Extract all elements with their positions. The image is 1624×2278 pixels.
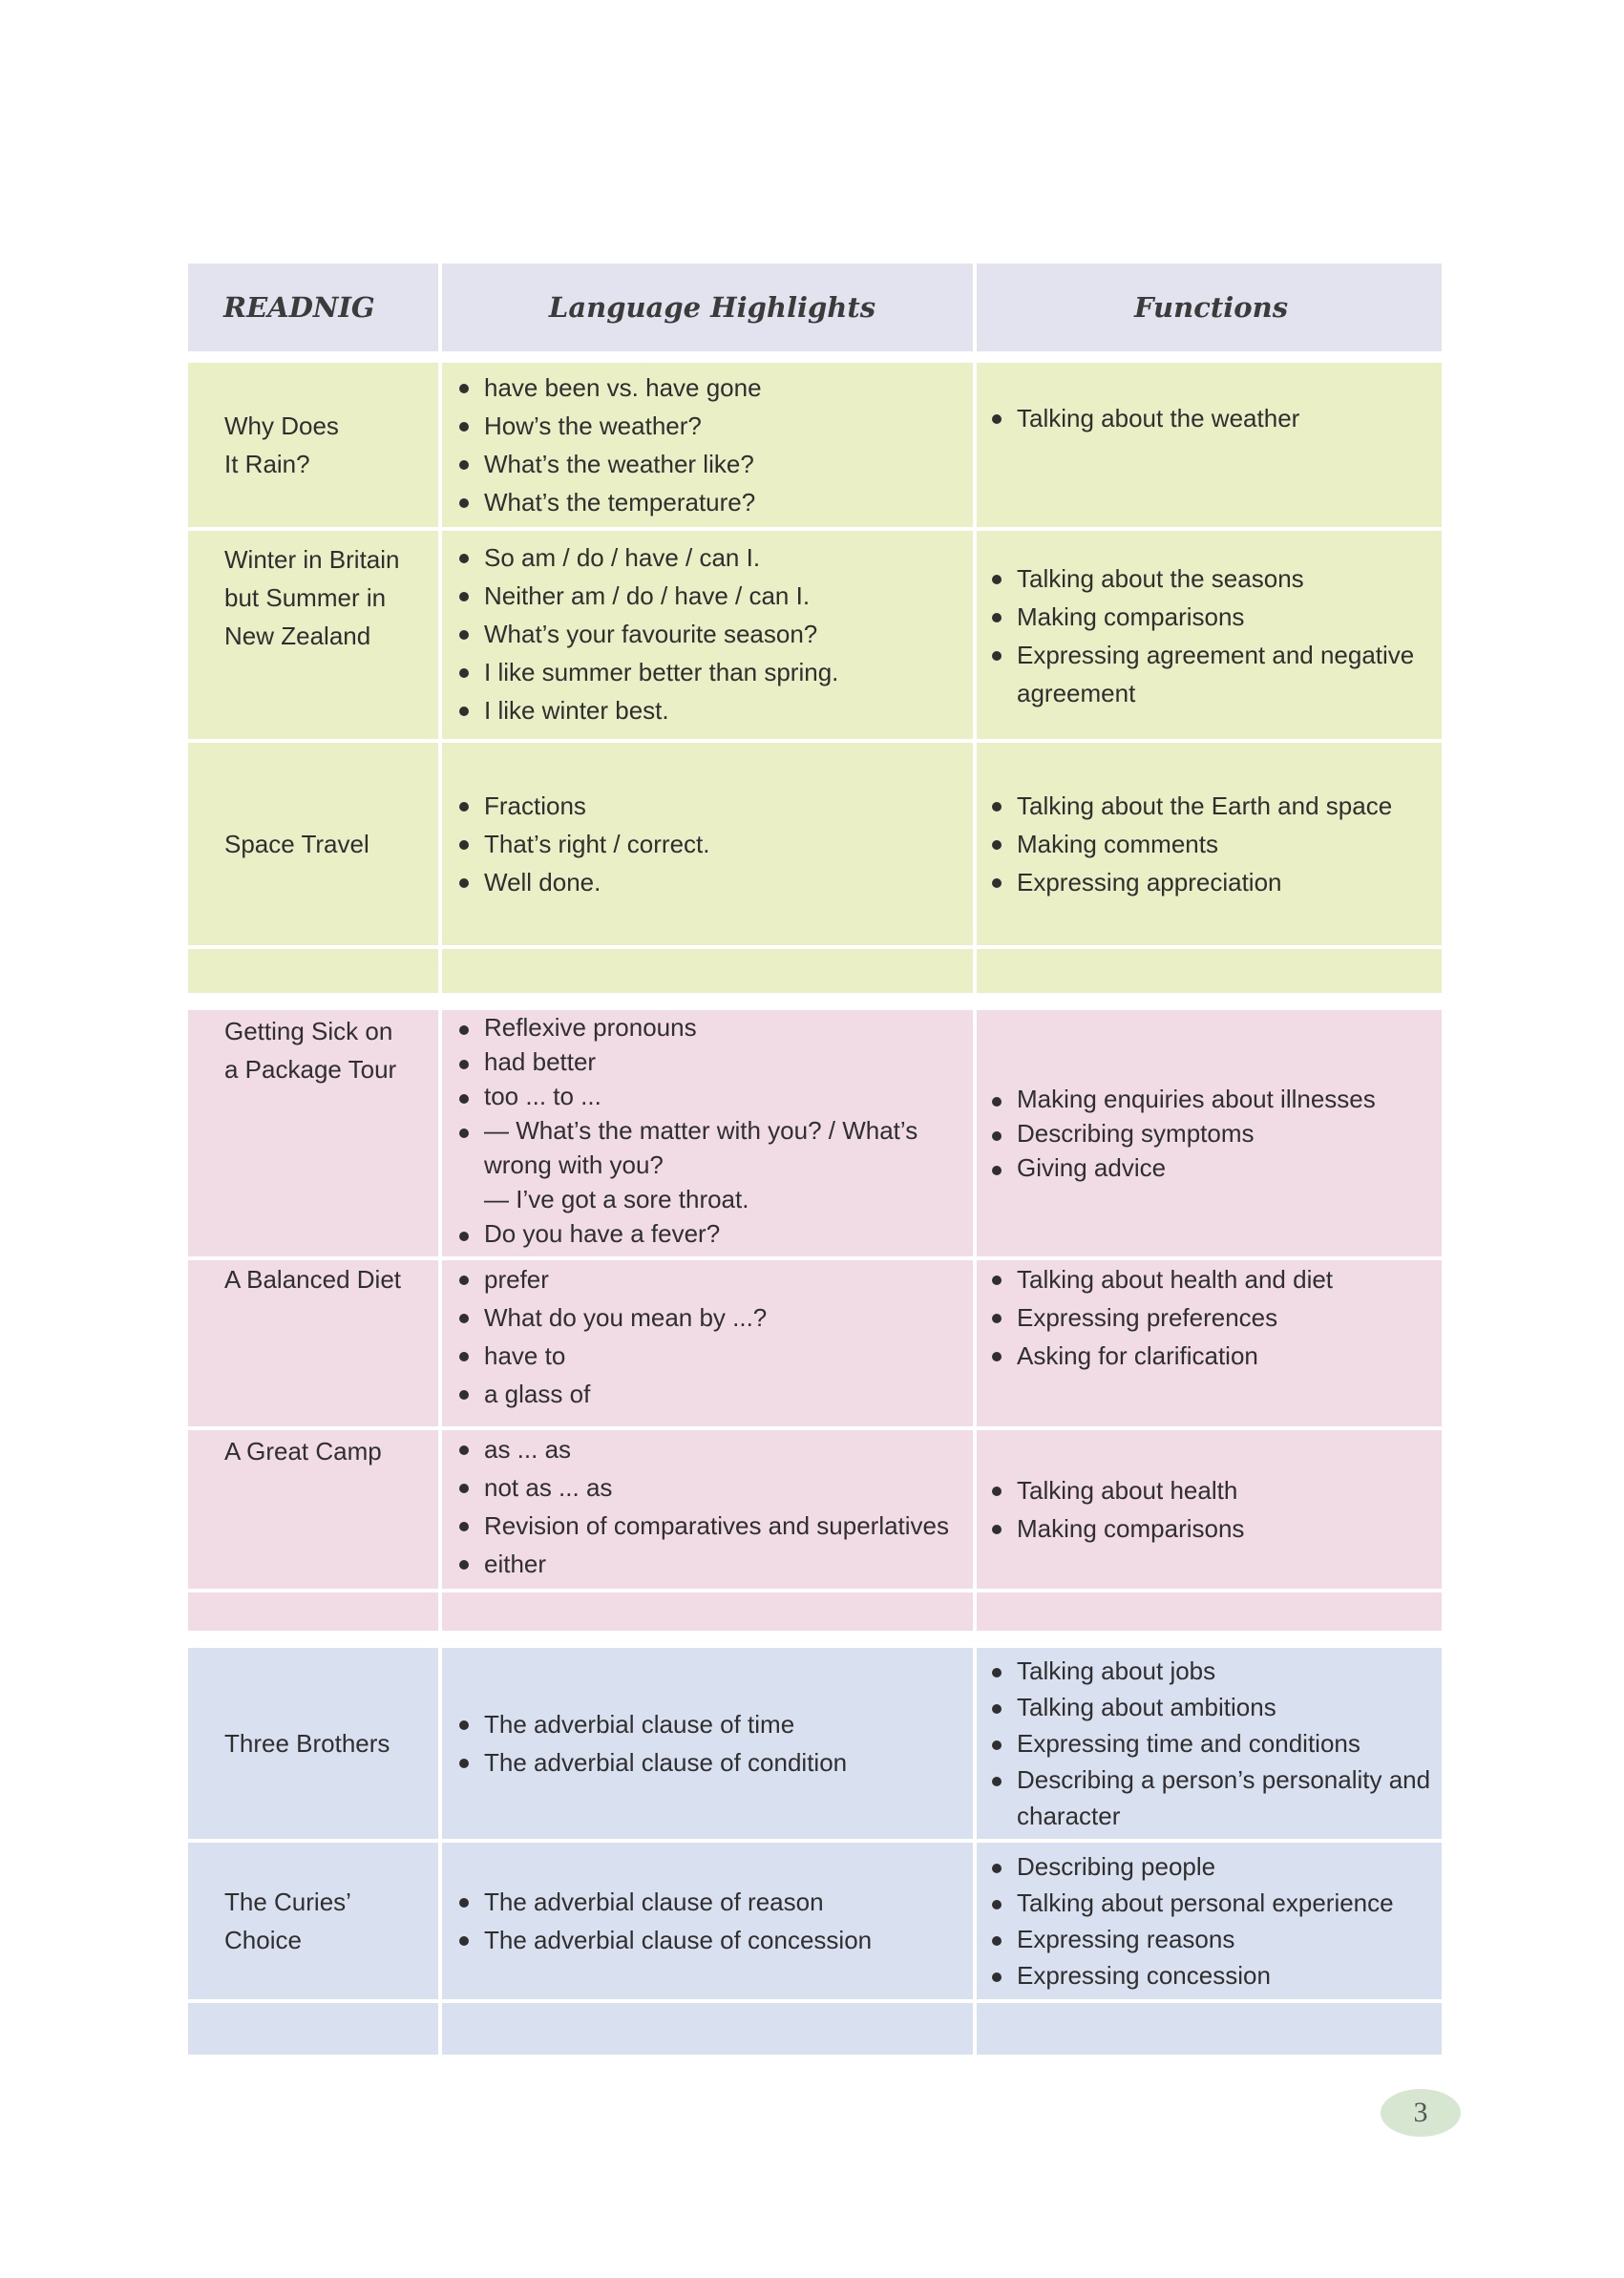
list-item: Talking about jobs [990, 1653, 1432, 1689]
bullet-icon [992, 1166, 1002, 1175]
list-item: as ... as [457, 1430, 967, 1468]
bullet-icon [992, 1936, 1002, 1946]
reading-title [188, 743, 442, 949]
language-highlights-cell [442, 363, 977, 531]
list-item: Talking about health [990, 1471, 1432, 1509]
list-item: Expressing reasons [990, 1921, 1432, 1957]
list-item: Well done. [457, 863, 967, 901]
bullet-icon [992, 1352, 1002, 1361]
bullet-icon [459, 1445, 469, 1455]
list-item: Expressing concession [990, 1957, 1432, 1993]
list-item: Making comments [990, 825, 1432, 863]
bullet-icon [459, 1352, 469, 1361]
reading-title [188, 1430, 442, 1592]
table-row [188, 1648, 1442, 1843]
language-highlights-cell [442, 1843, 977, 2003]
list-item: had better [457, 1044, 967, 1079]
reading-title-line: but Summer in [224, 583, 387, 612]
reading-title-line: a Package Tour [224, 1055, 397, 1084]
bullet-icon [992, 1972, 1002, 1982]
bullet-icon [459, 1025, 469, 1035]
functions-cell [977, 531, 1442, 743]
table-row [188, 363, 1442, 531]
list-item: Describing a person’s personality and character [990, 1761, 1432, 1834]
reading-title-line: The Curies’ Choice [224, 1888, 350, 1954]
bullet-icon [992, 1740, 1002, 1750]
list-item: Talking about the Earth and space [990, 787, 1432, 825]
list-item: Revision of comparatives and superlatives [457, 1507, 967, 1545]
language-highlights-cell [442, 743, 977, 949]
list-item: The adverbial clause of concession [457, 1921, 967, 1959]
language-highlights-cell [442, 1260, 977, 1430]
list-item: Talking about the weather [990, 399, 1432, 437]
bullet-icon [992, 1900, 1002, 1909]
table-row [188, 531, 1442, 743]
list-item: Expressing agreement and negative agreement [990, 636, 1432, 712]
header-language-highlights: Language Highlights [442, 264, 977, 355]
bullet-icon [459, 1232, 469, 1241]
page-number: 3 [1381, 2089, 1461, 2137]
table-row [188, 1260, 1442, 1430]
bullet-icon [459, 1060, 469, 1069]
bullet-icon [459, 630, 469, 640]
table-row [188, 1430, 1442, 1592]
bullet-icon [992, 1276, 1002, 1285]
reading-title-line: Three Brothers [224, 1729, 390, 1758]
bullet-icon [992, 575, 1002, 584]
list-item: Talking about health and diet [990, 1260, 1432, 1298]
reading-title [188, 363, 442, 531]
list-item: Do you have a fever? [457, 1216, 967, 1251]
bullet-icon [459, 554, 469, 563]
syllabus-table [188, 264, 1442, 2058]
spacer-row [188, 2003, 1442, 2058]
reading-title [188, 531, 442, 743]
bullet-icon [992, 1777, 1002, 1786]
table-row [188, 743, 1442, 949]
reading-title-line: It Rain? [224, 450, 310, 478]
reading-title-line: Space Travel [224, 830, 369, 858]
bullet-icon [459, 1484, 469, 1493]
bullet-icon [992, 414, 1002, 424]
functions-cell [977, 1260, 1442, 1430]
reading-title-line: Getting Sick on [224, 1017, 393, 1045]
list-item: too ... to ... [457, 1079, 967, 1113]
list-item: What do you mean by ...? [457, 1298, 967, 1337]
bullet-icon [459, 1759, 469, 1768]
bullet-icon [459, 1720, 469, 1730]
spacer-row [188, 1592, 1442, 1635]
list-item: Describing symptoms [990, 1116, 1432, 1150]
functions-cell [977, 1648, 1442, 1843]
language-highlights-cell [442, 1430, 977, 1592]
list-item: The adverbial clause of condition [457, 1743, 967, 1782]
bullet-icon [459, 1936, 469, 1946]
list-item: have been vs. have gone [457, 369, 967, 407]
list-item: The adverbial clause of time [457, 1705, 967, 1743]
reading-title [188, 1010, 442, 1260]
bullet-icon [459, 1898, 469, 1908]
list-item: have to [457, 1337, 967, 1375]
bullet-icon [992, 1097, 1002, 1107]
bullet-icon [992, 802, 1002, 812]
functions-cell [977, 1430, 1442, 1592]
bullet-icon [459, 498, 469, 508]
bullet-icon [459, 1128, 469, 1138]
language-highlights-cell [442, 1010, 977, 1260]
list-item: I like summer better than spring. [457, 653, 967, 691]
language-highlights-cell [442, 531, 977, 743]
reading-title-line: A Great Camp [224, 1437, 382, 1466]
bullet-icon [992, 878, 1002, 888]
list-item: I like winter best. [457, 691, 967, 729]
list-item: Describing people [990, 1848, 1432, 1885]
list-item: Expressing appreciation [990, 863, 1432, 901]
list-item-continuation: — I’ve got a sore throat. [484, 1185, 749, 1213]
table-row [188, 1843, 1442, 2003]
reading-title [188, 1843, 442, 2003]
list-item: — What’s the matter with you? / What’s wrong with you? — I’ve got a sore throat. [457, 1113, 967, 1216]
list-item: a glass of [457, 1375, 967, 1413]
header-reading: READNIG [188, 264, 442, 355]
bullet-icon [459, 1560, 469, 1570]
bullet-icon [992, 613, 1002, 622]
bullet-icon [459, 802, 469, 812]
language-highlights-cell [442, 1648, 977, 1843]
list-item: Making comparisons [990, 598, 1432, 636]
list-item: Expressing time and conditions [990, 1725, 1432, 1761]
list-item: Talking about the seasons [990, 559, 1432, 598]
list-item: either [457, 1545, 967, 1583]
list-item: What’s the temperature? [457, 483, 967, 521]
reading-title-line: Why Does [224, 411, 339, 440]
list-item: The adverbial clause of reason [457, 1883, 967, 1921]
list-item: What’s your favourite season? [457, 615, 967, 653]
list-item: Making comparisons [990, 1509, 1432, 1548]
reading-title-line: Winter in Britain [224, 545, 400, 574]
list-item: prefer [457, 1260, 967, 1298]
bullet-icon [459, 707, 469, 716]
list-item: How’s the weather? [457, 407, 967, 445]
list-item: Reflexive pronouns [457, 1010, 967, 1044]
bullet-icon [992, 1487, 1002, 1496]
bullet-icon [459, 1522, 469, 1531]
reading-title-line: A Balanced Diet [224, 1265, 402, 1294]
spacer-row [188, 949, 1442, 997]
functions-cell [977, 743, 1442, 949]
bullet-icon [459, 592, 469, 601]
bullet-icon [992, 1704, 1002, 1714]
bullet-icon [459, 1314, 469, 1323]
bullet-icon [459, 878, 469, 888]
bullet-icon [992, 1525, 1002, 1534]
bullet-icon [992, 1131, 1002, 1141]
list-item: Neither am / do / have / can I. [457, 577, 967, 615]
bullet-icon [992, 1864, 1002, 1873]
list-item: Asking for clarification [990, 1337, 1432, 1375]
bullet-icon [459, 460, 469, 470]
list-item: So am / do / have / can I. [457, 538, 967, 577]
functions-cell [977, 1843, 1442, 2003]
bullet-icon [459, 668, 469, 678]
list-item: Giving advice [990, 1150, 1432, 1185]
list-item: Talking about ambitions [990, 1689, 1432, 1725]
reading-title [188, 1648, 442, 1843]
table-row [188, 1010, 1442, 1260]
bullet-icon [459, 384, 469, 393]
bullet-icon [459, 1276, 469, 1285]
bullet-icon [459, 422, 469, 432]
bullet-icon [459, 1390, 469, 1400]
list-item: not as ... as [457, 1468, 967, 1507]
functions-cell [977, 363, 1442, 531]
bullet-icon [459, 840, 469, 850]
list-item: What’s the weather like? [457, 445, 967, 483]
reading-title [188, 1260, 442, 1430]
list-item: Fractions [457, 787, 967, 825]
table-header [188, 264, 1442, 355]
bullet-icon [992, 1668, 1002, 1677]
bullet-icon [459, 1094, 469, 1104]
list-item: Talking about personal experience [990, 1885, 1432, 1921]
bullet-icon [992, 651, 1002, 661]
reading-title-line: New Zealand [224, 622, 371, 650]
list-item: Expressing preferences [990, 1298, 1432, 1337]
list-item: That’s right / correct. [457, 825, 967, 863]
bullet-icon [992, 1314, 1002, 1323]
list-item: Making enquiries about illnesses [990, 1082, 1432, 1116]
functions-cell [977, 1010, 1442, 1260]
bullet-icon [992, 840, 1002, 850]
header-functions: Functions [977, 264, 1442, 355]
